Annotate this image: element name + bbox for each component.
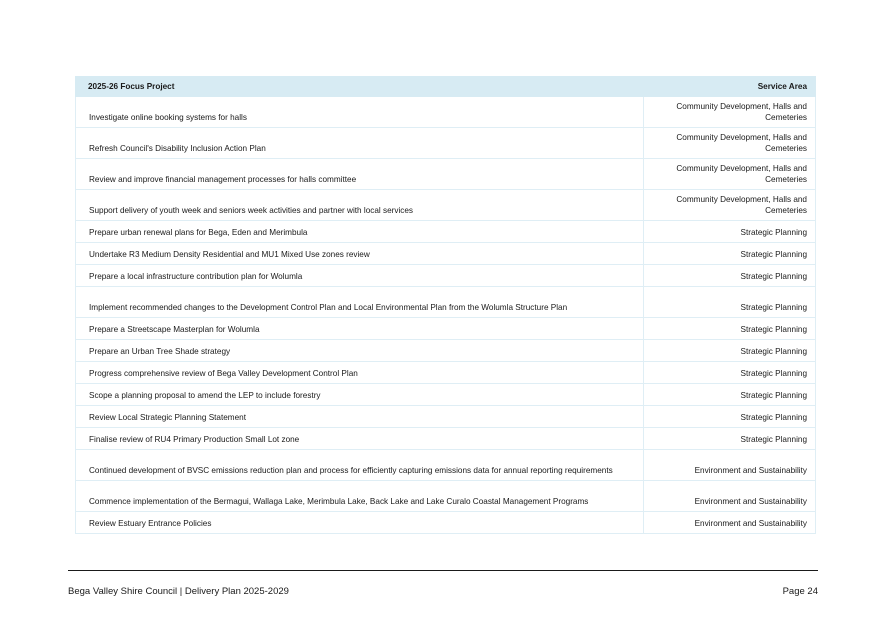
- cell-service-area: Strategic Planning: [644, 340, 816, 362]
- cell-service-area: Community Development, Halls and Cemeteries: [644, 97, 816, 128]
- table-row: [76, 128, 816, 159]
- table-row: [76, 318, 816, 340]
- cell-focus-project: Continued development of BVSC emissions reduction plan and process for efficiently capturing emissions data for annual reporting requirements: [76, 450, 644, 481]
- cell-focus-project: Implement recommended changes to the Development Control Plan and Local Environmental Plan from the Wolumla Structure Plan: [76, 287, 644, 318]
- cell-service-area: Environment and Sustainability: [644, 512, 816, 534]
- cell-service-area: Strategic Planning: [644, 362, 816, 384]
- table-row: [76, 481, 816, 512]
- table-row: [76, 221, 816, 243]
- cell-focus-project: Prepare urban renewal plans for Bega, Eden and Merimbula: [76, 221, 644, 243]
- focus-projects-table: [75, 76, 816, 534]
- cell-focus-project: Progress comprehensive review of Bega Valley Development Control Plan: [76, 362, 644, 384]
- table-header: [76, 77, 816, 97]
- footer-divider: [68, 570, 818, 571]
- cell-service-area: Strategic Planning: [644, 243, 816, 265]
- table-header-row: [76, 77, 816, 97]
- table-row: [76, 190, 816, 221]
- table-row: [76, 406, 816, 428]
- page-footer: [68, 586, 818, 597]
- table-row: [76, 287, 816, 318]
- table-row: [76, 384, 816, 406]
- cell-service-area: Strategic Planning: [644, 221, 816, 243]
- cell-service-area: Strategic Planning: [644, 428, 816, 450]
- cell-service-area: Environment and Sustainability: [644, 481, 816, 512]
- table-row: [76, 428, 816, 450]
- cell-focus-project: Commence implementation of the Bermagui, Wallaga Lake, Merimbula Lake, Back Lake and Lake Curalo Coastal Management Programs: [76, 481, 644, 512]
- cell-service-area: Strategic Planning: [644, 406, 816, 428]
- table-row: [76, 340, 816, 362]
- cell-focus-project: Support delivery of youth week and seniors week activities and partner with local services: [76, 190, 644, 221]
- footer-document-title: Bega Valley Shire Council | Delivery Plan 2025-2029: [68, 586, 289, 597]
- table-row: [76, 265, 816, 287]
- cell-service-area: Community Development, Halls and Cemeteries: [644, 190, 816, 221]
- table-row: [76, 512, 816, 534]
- cell-service-area: Community Development, Halls and Cemeteries: [644, 128, 816, 159]
- table-row: [76, 362, 816, 384]
- cell-focus-project: Review and improve financial management processes for halls committee: [76, 159, 644, 190]
- cell-focus-project: Prepare a Streetscape Masterplan for Wolumla: [76, 318, 644, 340]
- table-row: [76, 159, 816, 190]
- table-body: [76, 97, 816, 534]
- cell-service-area: Strategic Planning: [644, 384, 816, 406]
- cell-focus-project: Scope a planning proposal to amend the LEP to include forestry: [76, 384, 644, 406]
- table-row: [76, 243, 816, 265]
- cell-service-area: Strategic Planning: [644, 265, 816, 287]
- cell-focus-project: Prepare an Urban Tree Shade strategy: [76, 340, 644, 362]
- column-header-service-area: Service Area: [644, 77, 816, 97]
- cell-focus-project: Undertake R3 Medium Density Residential and MU1 Mixed Use zones review: [76, 243, 644, 265]
- column-header-focus-project: 2025-26 Focus Project: [76, 77, 644, 97]
- cell-focus-project: Review Local Strategic Planning Statement: [76, 406, 644, 428]
- cell-service-area: Environment and Sustainability: [644, 450, 816, 481]
- cell-focus-project: Refresh Council's Disability Inclusion Action Plan: [76, 128, 644, 159]
- cell-focus-project: Prepare a local infrastructure contribution plan for Wolumla: [76, 265, 644, 287]
- table-row: [76, 450, 816, 481]
- cell-service-area: Strategic Planning: [644, 318, 816, 340]
- cell-focus-project: Finalise review of RU4 Primary Production Small Lot zone: [76, 428, 644, 450]
- cell-focus-project: Investigate online booking systems for halls: [76, 97, 644, 128]
- table-row: [76, 97, 816, 128]
- cell-service-area: Strategic Planning: [644, 287, 816, 318]
- cell-service-area: Community Development, Halls and Cemeteries: [644, 159, 816, 190]
- cell-focus-project: Review Estuary Entrance Policies: [76, 512, 644, 534]
- footer-page-number: Page 24: [782, 586, 818, 597]
